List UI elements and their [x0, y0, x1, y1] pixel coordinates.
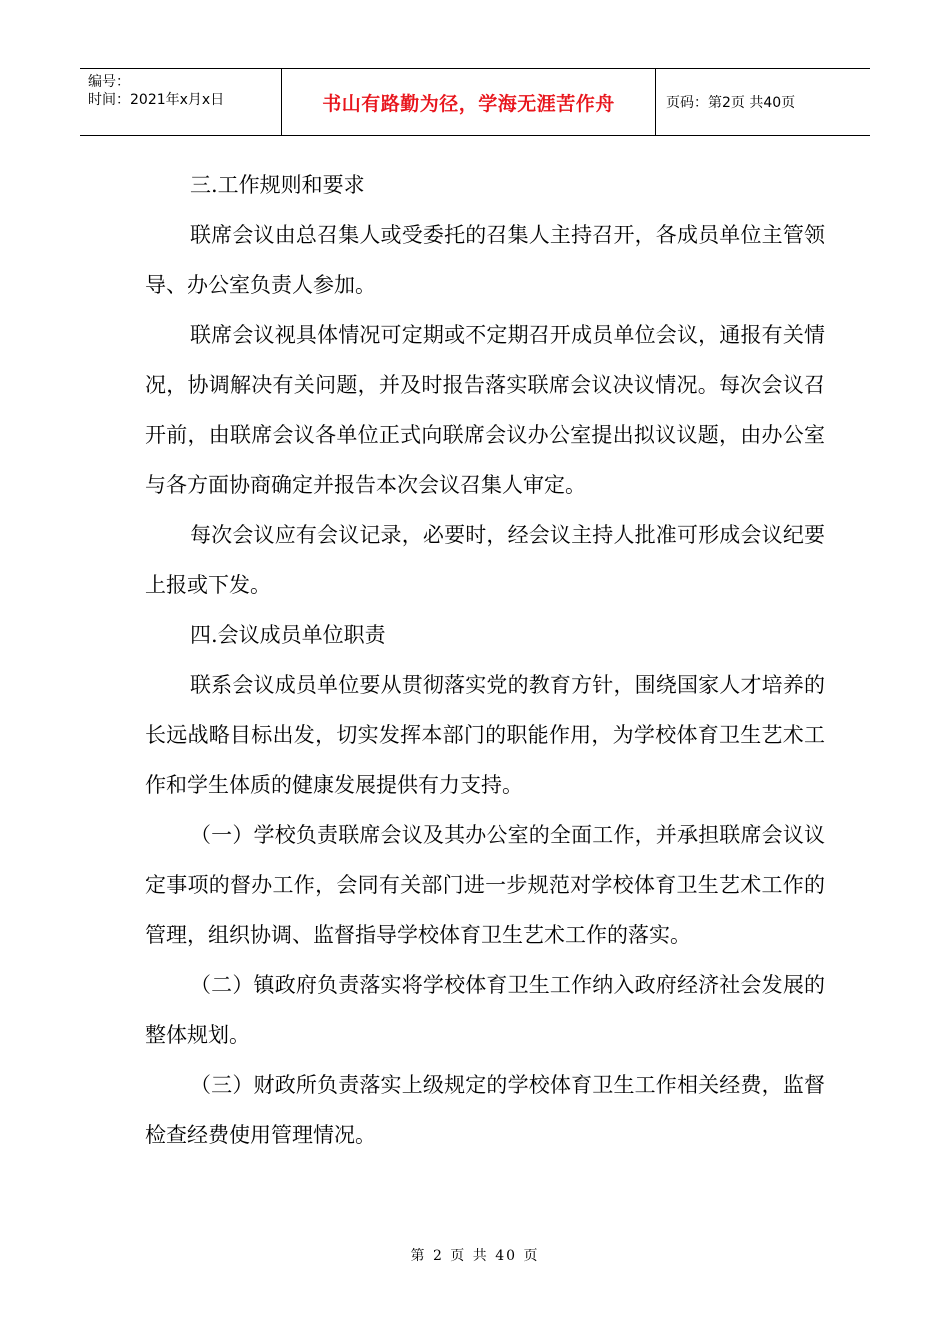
document-date-label: 时间：2021年x月x日 [88, 92, 225, 108]
document-number-label: 编号： [88, 74, 130, 90]
section-heading-rules: 三.工作规则和要求 [190, 173, 365, 197]
header-motto: 书山有路勤为径，学海无涯苦作舟 [282, 69, 656, 135]
page-footer: 第 2 页 共 40 页 [410, 1248, 540, 1264]
section-heading-duties: 四.会议成员单位职责 [190, 623, 386, 647]
body-paragraph: 联席会议由总召集人或受委托的召集人主持召开，各成员单位主管领导、办公室负责人参加。 [145, 223, 825, 297]
body-paragraph: 联席会议视具体情况可定期或不定期召开成员单位会议，通报有关情况，协调解决有关问题，并及时报告落实联席会议决议情况。每次会议召开前，由联席会议各单位正式向联席会议办公室提出拟议议题，由办公室与各方面协商确定并报告本次会议召集人审定。 [145, 323, 825, 497]
body-paragraph: （一）学校负责联席会议及其办公室的全面工作，并承担联席会议议定事项的督办工作，会同有关部门进一步规范对学校体育卫生艺术工作的管理，组织协调、监督指导学校体育卫生艺术工作的落实。 [145, 823, 825, 947]
body-paragraph: （三）财政所负责落实上级规定的学校体育卫生工作相关经费，监督检查经费使用管理情况。 [145, 1073, 825, 1147]
body-paragraph: 每次会议应有会议记录，必要时，经会议主持人批准可形成会议纪要上报或下发。 [145, 523, 825, 597]
header-meta-cell [80, 69, 282, 135]
document-header [80, 68, 870, 136]
body-paragraph: （二）镇政府负责落实将学校体育卫生工作纳入政府经济社会发展的整体规划。 [145, 973, 825, 1047]
header-page-info: 页码：第2页 共40页 [666, 95, 796, 111]
body-paragraph: 联系会议成员单位要从贯彻落实党的教育方针，围绕国家人才培养的长远战略目标出发，切实发挥本部门的职能作用，为学校体育卫生艺术工作和学生体质的健康发展提供有力支持。 [145, 673, 825, 797]
document-body [145, 160, 825, 1160]
